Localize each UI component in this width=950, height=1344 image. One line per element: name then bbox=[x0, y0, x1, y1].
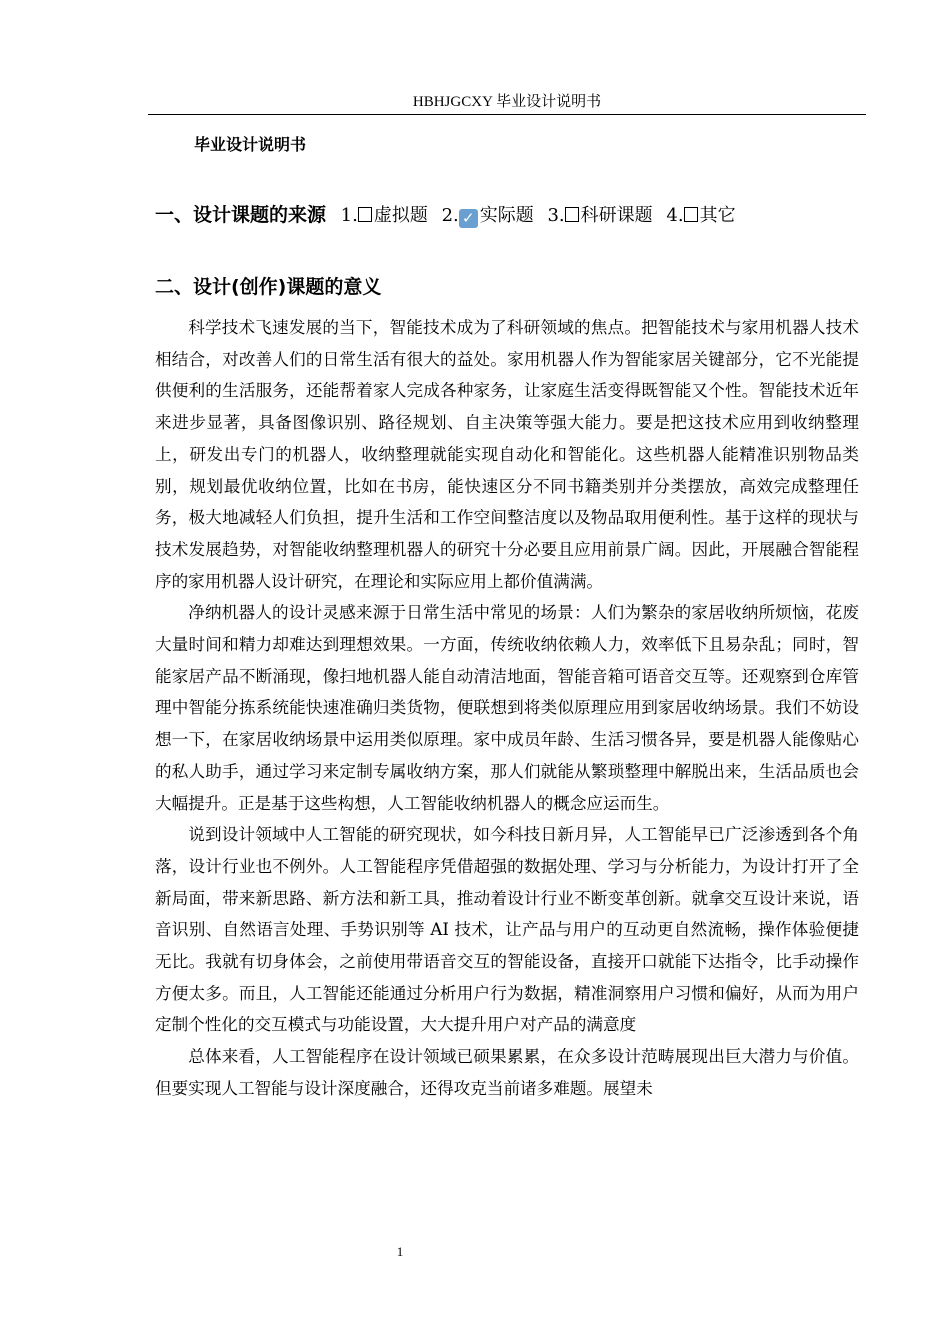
option-label: 科研课题 bbox=[580, 205, 653, 226]
checkbox-unchecked-icon[interactable] bbox=[358, 207, 372, 222]
option-research[interactable] bbox=[547, 205, 652, 226]
option-number: 1. bbox=[340, 205, 358, 226]
checkbox-unchecked-icon[interactable] bbox=[565, 207, 579, 222]
section-1-heading-line bbox=[155, 200, 736, 231]
section-1-heading: 一、设计课题的来源 bbox=[155, 204, 327, 226]
paragraph: 净纳机器人的设计灵感来源于日常生活中常见的场景：人们为繁杂的家居收纳所烦恼，花废大量时间和精力却难达到理想效果。一方面，传统收纳依赖人力，效率低下且易杂乱；同时，智能家居产品不断涌现，像扫地机器人能自动清洁地面，智能音箱可语音交互等。还观察到仓库管理中智能分拣系统能快速准确归类货物，便联想到将类似原理应用到家居收纳场景。我们不妨设想一下，在家居收纳场景中运用类似原理。家中成员年龄、生活习惯各异，要是机器人能像贴心的私人助手，通过学习来定制专属收纳方案，那人们就能从繁琐整理中解脱出来，生活品质也会大幅提升。正是基于这些构想，人工智能收纳机器人的概念应运而生。 bbox=[155, 603, 859, 813]
section-2-heading: 二、设计(创作)课题的意义 bbox=[155, 276, 382, 298]
option-number: 4. bbox=[666, 205, 684, 226]
document-label: 毕业设计说明书 bbox=[194, 135, 307, 154]
section-2-body bbox=[155, 312, 859, 1105]
option-virtual[interactable] bbox=[341, 205, 428, 226]
paragraph: 总体来看，人工智能程序在设计领域已硕果累累，在众多设计范畴展现出巨大潜力与价值。但要实现人工智能与设计深度融合，还得攻克当前诸多难题。展望未 bbox=[155, 1047, 859, 1098]
paragraph: 说到设计领域中人工智能的研究现状，如今科技日新月异，人工智能早已广泛渗透到各个角落，设计行业也不例外。人工智能程序凭借超强的数据处理、学习与分析能力，为设计打开了全新局面，带来新思路、新方法和新工具，推动着设计行业不断变革创新。就拿交互设计来说，语音识别、自然语言处理、手势识别等 AI 技术，让产品与用户的互动更自然流畅，操作体验便捷无比。我就有切身体会，之前使用带语音交互的智能设备，直接开口就能下达指令，比手动操作方便太多。而且，人工智能还能通过分析用户行为数据，精准洞察用户习惯和偏好，从而为用户定制个性化的交互模式与功能设置，大大提升用户对产品的满意度 bbox=[155, 825, 859, 1035]
option-other[interactable] bbox=[666, 205, 735, 226]
checkbox-unchecked-icon[interactable] bbox=[684, 207, 698, 222]
page-header: HBHJGCXY 毕业设计说明书 bbox=[148, 92, 866, 115]
page-number: 1 bbox=[396, 1244, 404, 1259]
topic-source-options bbox=[333, 205, 736, 226]
checkbox-checked-icon[interactable]: ✓ bbox=[459, 209, 478, 228]
option-label: 虚拟题 bbox=[373, 205, 428, 226]
paragraph: 科学技术飞速发展的当下，智能技术成为了科研领域的焦点。把智能技术与家用机器人技术相结合，对改善人们的日常生活有很大的益处。家用机器人作为智能家居关键部分，它不光能提供便利的生活服务，还能帮着家人完成各种家务，让家庭生活变得既智能又个性。智能技术近年来进步显著，具备图像识别、路径规划、自主决策等强大能力。要是把这技术应用到收纳整理上，研发出专门的机器人，收纳整理就能实现自动化和智能化。这些机器人能精准识别物品类别，规划最优收纳位置，比如在书房，能快速区分不同书籍类别并分类摆放，高效完成整理任务，极大地减轻人们负担，提升生活和工作空间整洁度以及物品取用便利性。基于这样的现状与技术发展趋势，对智能收纳整理机器人的研究十分必要且应用前景广阔。因此，开展融合智能程序的家用机器人设计研究，在理论和实际应用上都价值满满。 bbox=[155, 318, 859, 591]
option-label: 实际题 bbox=[479, 205, 534, 226]
option-actual[interactable] bbox=[442, 205, 534, 226]
option-number: 2. bbox=[441, 205, 459, 226]
option-number: 3. bbox=[547, 205, 565, 226]
option-label: 其它 bbox=[699, 205, 736, 226]
